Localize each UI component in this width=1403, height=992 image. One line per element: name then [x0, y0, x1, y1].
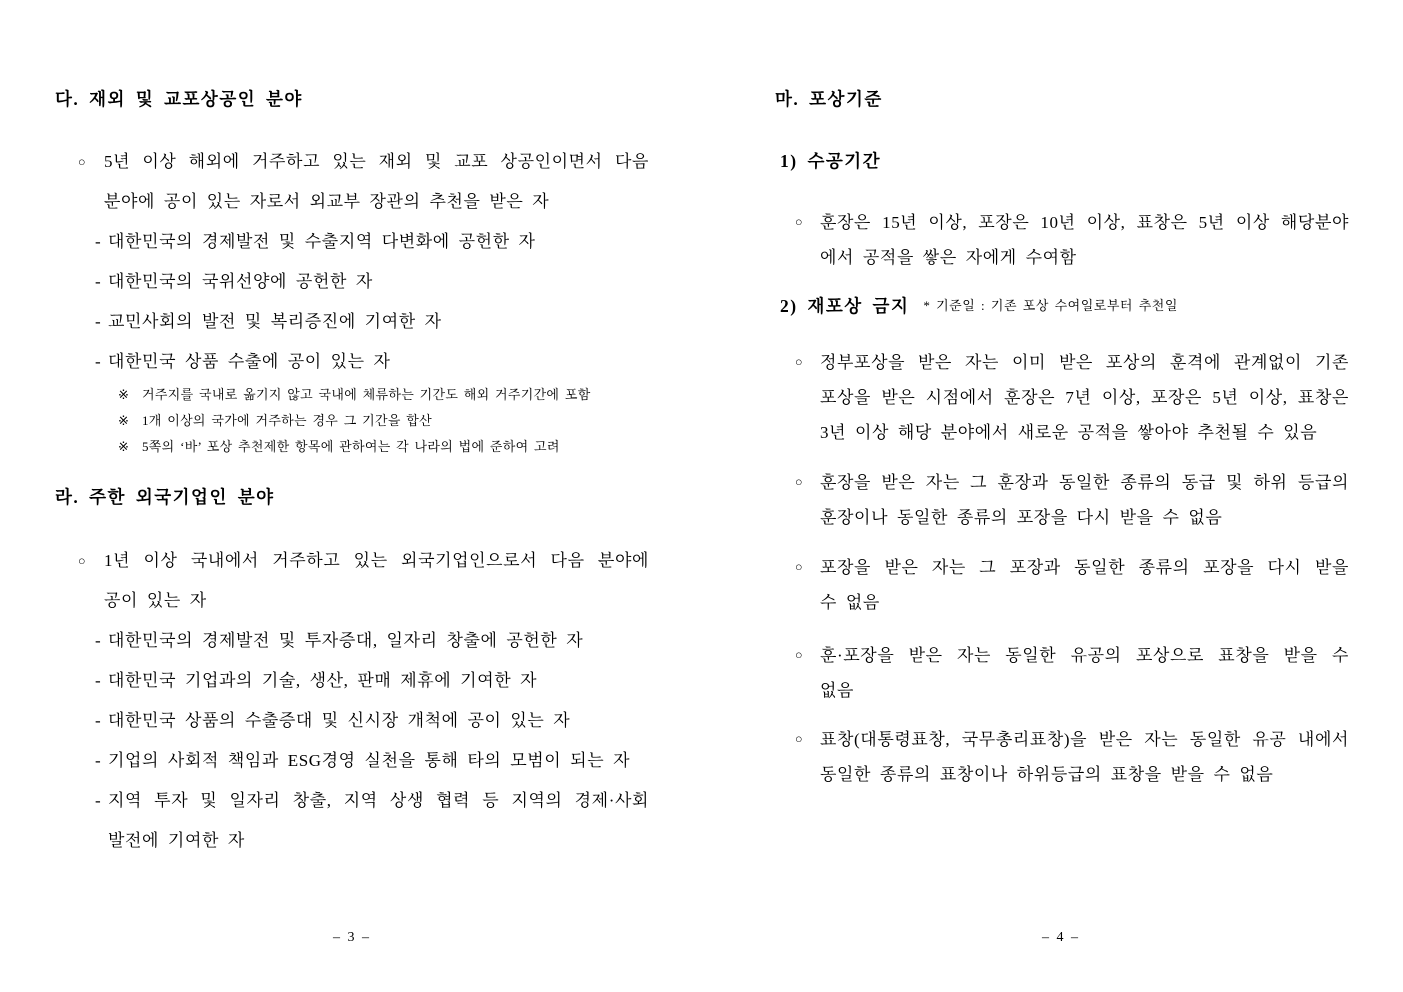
bullet-text [820, 345, 1349, 450]
text-line: 에서 공적을 쌓은 자에게 수여함 [820, 248, 1077, 267]
bullet-text [820, 465, 1349, 535]
circle-bullet-marker: ○ [795, 215, 803, 229]
section-heading-ra: 라. 주한 외국기업인 분야 [55, 487, 275, 507]
text-line: 3년 이상 해당 분야에서 새로운 공적을 쌓아야 추천될 수 있음 [820, 423, 1318, 442]
text-line: 공이 있는 자 [104, 591, 207, 610]
bullet-text [104, 541, 649, 621]
bullet-item [78, 142, 649, 222]
text-line: 발전에 기여한 자 [108, 831, 245, 850]
dash-item [95, 342, 649, 382]
bullet-item [795, 205, 1349, 275]
dash-item [95, 781, 649, 861]
text-line: 대한민국의 경제발전 및 수출지역 다변화에 공헌한 자 [108, 232, 536, 251]
text-line: 대한민국의 국위선양에 공헌한 자 [108, 272, 373, 291]
dash-bullet-marker: - [95, 312, 101, 331]
text-line: 기업의 사회적 책임과 ESG경영 실천을 통해 타의 모범이 되는 자 [108, 751, 631, 770]
text-line: 대한민국 기업과의 기술, 생산, 판매 제휴에 기여한 자 [108, 671, 538, 690]
reference-mark: ※ [118, 439, 129, 454]
footnote [118, 408, 649, 434]
dash-item [95, 741, 649, 781]
circle-bullet-marker: ○ [78, 554, 86, 568]
text-line: 정부포상을 받은 자는 이미 받은 포상의 훈격에 관계없이 기존 [820, 353, 1349, 372]
section-heading-da: 다. 재외 및 교포상공인 분야 [55, 89, 303, 109]
bullet-item [795, 345, 1349, 450]
bullet-text [820, 638, 1349, 708]
text-line: 표창(대통령표창, 국무총리표창)을 받은 자는 동일한 유공 내에서 [820, 730, 1349, 749]
footnote-line: 5쪽의 ‘바’ 포상 추천제한 항목에 관하여는 각 나라의 법에 준하여 고려 [142, 439, 560, 454]
text-line: 수 없음 [820, 593, 880, 612]
text-line: 1년 이상 국내에서 거주하고 있는 외국기업인으로서 다음 분야에 [104, 551, 649, 570]
dash-bullet-marker: - [95, 711, 101, 730]
text-line: 없음 [820, 681, 855, 700]
text-line: 5년 이상 해외에 거주하고 있는 재외 및 교포 상공인이면서 다음 [104, 152, 649, 171]
dash-bullet-marker: - [95, 751, 101, 770]
footnote-line: 거주지를 국내로 옮기지 않고 국내에 체류하는 기간도 해외 거주기간에 포함 [142, 387, 591, 402]
bullet-text [820, 550, 1349, 620]
page-3 [55, 0, 649, 992]
circle-bullet-marker: ○ [795, 648, 803, 662]
text-line: 대한민국의 경제발전 및 투자증대, 일자리 창출에 공헌한 자 [108, 631, 584, 650]
bullet-text [820, 722, 1349, 792]
page-number: – 3 – [333, 930, 371, 945]
text-line: 지역 투자 및 일자리 창출, 지역 상생 협력 등 지역의 경제·사회 [108, 791, 649, 810]
bullet-text [104, 142, 649, 222]
section-heading-ma: 마. 포상기준 [775, 89, 883, 109]
dash-item [95, 661, 649, 701]
dash-bullet-marker: - [95, 631, 101, 650]
dash-item [95, 701, 649, 741]
dash-bullet-marker: - [95, 791, 101, 810]
circle-bullet-marker: ○ [795, 732, 803, 746]
bullet-item [795, 638, 1349, 708]
text-line: 대한민국 상품의 수출증대 및 신시장 개척에 공이 있는 자 [108, 711, 571, 730]
page-number: – 4 – [1042, 930, 1080, 945]
bullet-item [795, 722, 1349, 792]
circle-bullet-marker: ○ [795, 355, 803, 369]
dash-bullet-marker: - [95, 352, 101, 371]
bullet-text [820, 205, 1349, 275]
bullet-item [795, 550, 1349, 620]
page-4 [773, 0, 1349, 992]
bullet-text [108, 781, 649, 861]
circle-bullet-marker: ○ [78, 155, 86, 169]
circle-bullet-marker: ○ [795, 560, 803, 574]
subsection-heading-2 [780, 295, 1349, 317]
text-line: 동일한 종류의 표창이나 하위등급의 표창을 받을 수 없음 [820, 765, 1274, 784]
bullet-item [78, 541, 649, 621]
reference-mark: ※ [118, 387, 129, 402]
footnote [118, 434, 649, 460]
text-line: 교민사회의 발전 및 복리증진에 기여한 자 [108, 312, 442, 331]
dash-item [95, 222, 649, 262]
text-line: 훈장은 15년 이상, 포장은 10년 이상, 표창은 5년 이상 해당분야 [820, 213, 1349, 232]
dash-bullet-marker: - [95, 232, 101, 251]
text-line: 분야에 공이 있는 자로서 외교부 장관의 추천을 받은 자 [104, 192, 550, 211]
dash-item [95, 262, 649, 302]
dash-bullet-marker: - [95, 671, 101, 690]
footnote-line: 1개 이상의 국가에 거주하는 경우 그 기간을 합산 [142, 413, 432, 428]
text-line: 포상을 받은 시점에서 훈장은 7년 이상, 포장은 5년 이상, 표창은 [820, 388, 1349, 407]
bullet-item [795, 465, 1349, 535]
footnotes [118, 382, 649, 460]
reference-mark: ※ [118, 413, 129, 428]
text-line: 포장을 받은 자는 그 포장과 동일한 종류의 포장을 다시 받을 [820, 558, 1349, 577]
footnote [118, 382, 649, 408]
subsection-heading-1: 1) 수공기간 [780, 151, 882, 171]
text-line: 훈장이나 동일한 종류의 포장을 다시 받을 수 없음 [820, 508, 1223, 527]
circle-bullet-marker: ○ [795, 475, 803, 489]
text-line: 훈·포장을 받은 자는 동일한 유공의 포상으로 표창을 받을 수 [820, 646, 1349, 665]
criteria-date-note: * 기준일 : 기존 포상 수여일로부터 추천일 [923, 298, 1178, 313]
dash-item [95, 621, 649, 661]
text-line: 훈장을 받은 자는 그 훈장과 동일한 종류의 동급 및 하위 등급의 [820, 473, 1349, 492]
subsection-heading-2-label: 2) 재포상 금지 [780, 296, 910, 316]
dash-bullet-marker: - [95, 272, 101, 291]
text-line: 대한민국 상품 수출에 공이 있는 자 [108, 352, 391, 371]
dash-item [95, 302, 649, 342]
